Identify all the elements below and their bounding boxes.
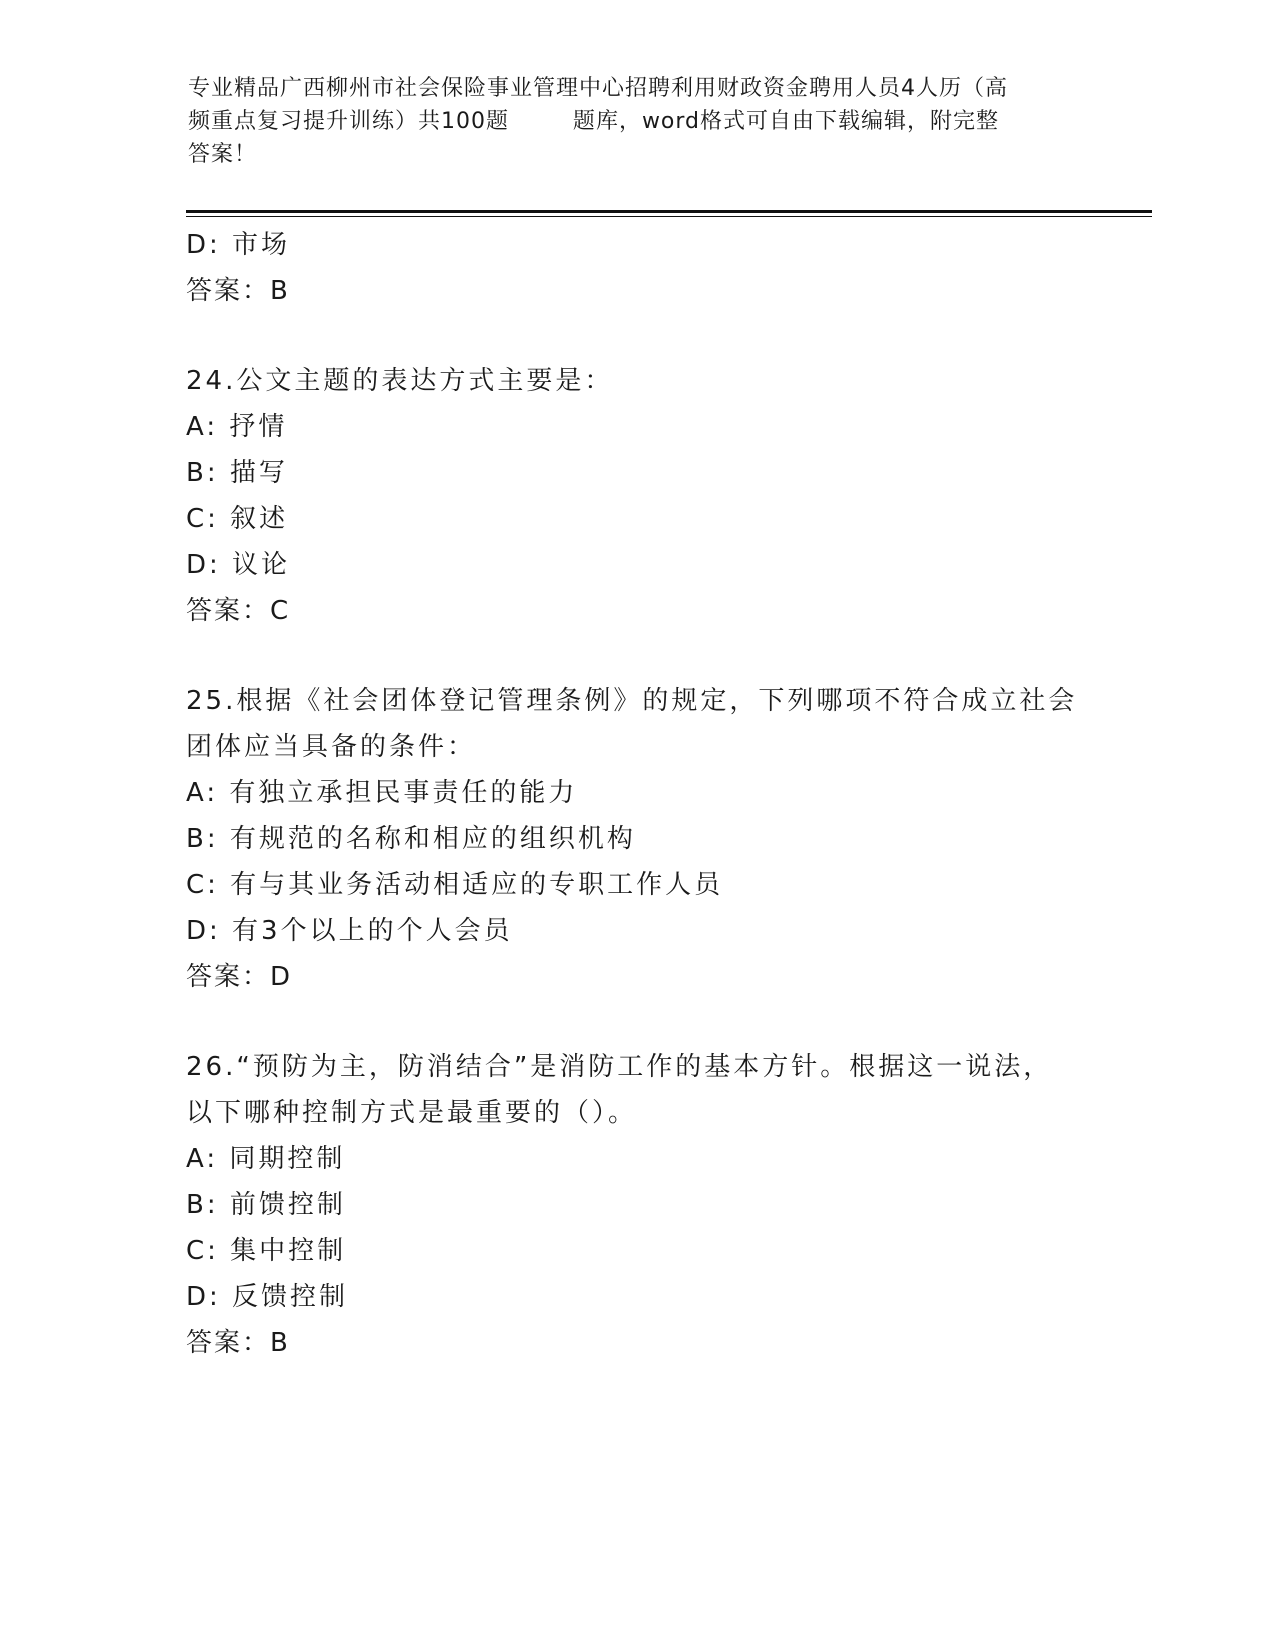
question-text-continued: 团体应当具备的条件： xyxy=(186,732,477,762)
option-d: D: 议论 xyxy=(186,550,291,580)
spacer xyxy=(186,634,1086,678)
header-line-2: 频重点复习提升训练）共100题 题库，word格式可自由下载编辑，附完整 xyxy=(188,109,1000,134)
spacer xyxy=(186,1000,1086,1044)
question-text: 24.公文主题的表达方式主要是： xyxy=(186,366,614,396)
question-26 xyxy=(186,1044,1086,1366)
question-text: 26.“预防为主，防消结合”是消防工作的基本方针。根据这一说法， xyxy=(186,1052,1053,1082)
question-23-tail xyxy=(186,222,1086,314)
question-25 xyxy=(186,678,1086,1000)
question-list xyxy=(186,222,1086,1366)
option-c: C: 叙述 xyxy=(186,504,289,534)
option-d: D: 反馈控制 xyxy=(186,1282,349,1312)
header-divider-thin xyxy=(186,216,1152,217)
header-line-1: 专业精品广西柳州市社会保险事业管理中心招聘利用财政资金聘用人员4人历（高 xyxy=(188,76,1008,101)
option-b: B: 前馈控制 xyxy=(186,1190,346,1220)
answer-label: 答案：C xyxy=(186,596,291,626)
question-24 xyxy=(186,358,1086,634)
answer-label: 答案：B xyxy=(186,1328,290,1358)
option-c: C: 有与其业务活动相适应的专职工作人员 xyxy=(186,870,724,900)
spacer xyxy=(186,314,1086,358)
answer-label: 答案：B xyxy=(186,276,290,306)
document-header xyxy=(188,72,1088,171)
option-a: A: 同期控制 xyxy=(186,1144,346,1174)
option-b: B: 有规范的名称和相应的组织机构 xyxy=(186,824,636,854)
question-text-continued: 以下哪种控制方式是最重要的（）。 xyxy=(186,1098,638,1128)
header-divider-thick xyxy=(186,210,1152,213)
header-line-3: 答案！ xyxy=(188,142,258,167)
question-text: 25.根据《社会团体登记管理条例》的规定，下列哪项不符合成立社会 xyxy=(186,686,1078,716)
option-c: C: 集中控制 xyxy=(186,1236,347,1266)
option-a: A: 抒情 xyxy=(186,412,288,442)
option-d: D: 有3个以上的个人会员 xyxy=(186,916,513,946)
option-b: B: 描写 xyxy=(186,458,288,488)
answer-label: 答案：D xyxy=(186,962,293,992)
option-a: A: 有独立承担民事责任的能力 xyxy=(186,778,578,808)
option-d: D: 市场 xyxy=(186,230,291,260)
